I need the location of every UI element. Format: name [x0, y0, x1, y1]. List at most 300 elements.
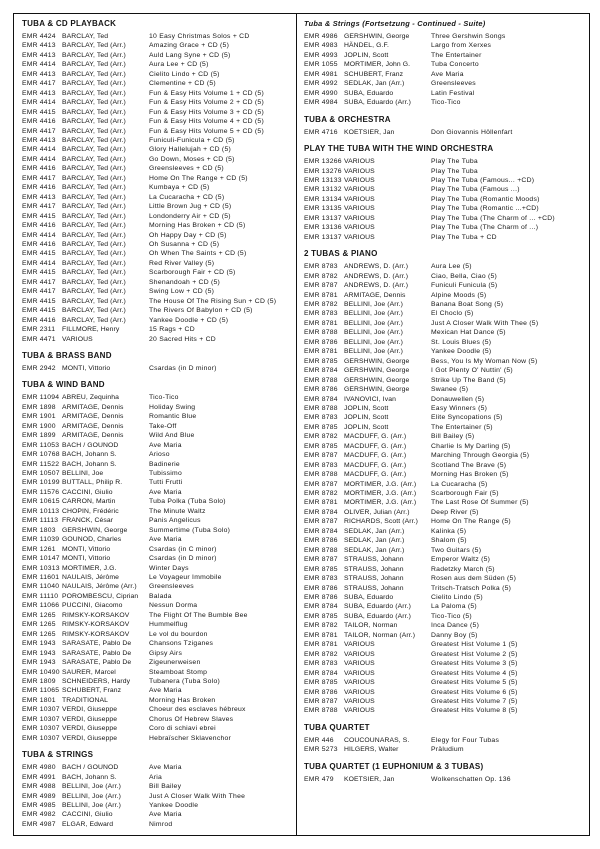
emr-number: EMR 11040: [22, 583, 60, 591]
piece-title: Greatest Hits Volume 4 (5): [431, 669, 518, 677]
piece-title: Ciao, Bella, Ciao (5): [431, 272, 498, 280]
piece-title: Greatest Hist Volume 2 (5): [431, 650, 518, 658]
composer-name: JOPLIN, Scott: [344, 414, 389, 422]
catalog-row: [304, 319, 587, 328]
piece-title: Play The Tuba + CD: [431, 233, 497, 241]
piece-title: Tubanera (Tuba Solo): [149, 678, 220, 685]
piece-title: Shalom (5): [431, 537, 467, 545]
catalog-section: [304, 115, 587, 137]
piece-title: The Entertainer: [431, 51, 482, 59]
composer-name: BARCLAY, Ted (Arr.): [62, 136, 126, 144]
piece-title: Bill Bailey: [149, 783, 182, 791]
composer-name: GERSHWIN, George: [344, 376, 410, 384]
composer-name: BARCLAY, Ted (Arr.): [62, 42, 126, 50]
section-header: TUBA & BRASS BAND: [22, 350, 112, 360]
piece-title: Tutti Frutti: [149, 479, 183, 487]
emr-number: EMR 10307: [22, 725, 60, 733]
emr-number: EMR 8782: [304, 433, 338, 441]
composer-name: ARMITAGE, Dennis: [62, 403, 124, 411]
section-header: TUBA & ORCHESTRA: [304, 114, 391, 124]
catalog-row: [304, 79, 587, 88]
catalog-row: [22, 403, 294, 412]
emr-number: EMR 4993: [304, 51, 338, 59]
emr-number: EMR 4417: [22, 80, 56, 88]
composer-name: BARCLAY, Ted (Arr.): [62, 231, 126, 239]
piece-title: Glory Hallelujah + CD (5): [149, 146, 231, 154]
composer-name: ELGAR, Edward: [62, 820, 114, 828]
composer-name: BELLINI, Joe (Arr.): [344, 300, 403, 308]
piece-title: Hummelflug: [149, 621, 188, 629]
piece-title: Fun & Easy Hits Volume 4 + CD (5): [149, 118, 264, 126]
piece-title: El Choclo (5): [431, 310, 474, 318]
emr-number: EMR 10199: [22, 479, 60, 487]
emr-number: EMR 1943: [22, 659, 56, 667]
composer-name: ANDREWS, D. (Arr.): [344, 263, 409, 271]
composer-name: IVANOVICI, Ivan: [344, 395, 396, 403]
catalog-section: [22, 380, 294, 743]
emr-number: EMR 4716: [304, 128, 338, 136]
emr-number: EMR 1803: [22, 526, 56, 534]
composer-name: ANDREWS, D. (Arr.): [344, 272, 409, 280]
composer-name: ARMITAGE, Dennis: [62, 432, 124, 440]
composer-name: MACDUFF, G. (Arr.): [344, 433, 407, 441]
piece-title: Greatest Hits Volume 7 (5): [431, 698, 518, 705]
composer-name: KOETSIER, Jan: [344, 128, 395, 136]
emr-number: EMR 4981: [304, 70, 338, 78]
composer-name: FRANCK, César: [62, 517, 114, 525]
composer-name: MORTIMER, J.G. (Arr.): [344, 490, 417, 498]
emr-number: EMR 4984: [304, 99, 338, 107]
composer-name: SARASATE, Pablo De: [62, 659, 132, 667]
piece-title: Banana Boat Song (5): [431, 300, 504, 308]
catalog-row: [304, 60, 587, 69]
piece-title: Greatest Hits Volume 8 (5): [431, 707, 518, 715]
catalog-row: [22, 193, 294, 202]
emr-number: EMR 8786: [304, 584, 338, 592]
piece-title: Emperor Waltz (5): [431, 556, 491, 564]
composer-name: JOPLIN, Scott: [344, 423, 389, 431]
emr-number: EMR 4413: [22, 193, 56, 201]
emr-number: EMR 10307: [22, 734, 60, 742]
composer-name: ARMITAGE, Dennis: [62, 413, 124, 421]
catalog-row: [22, 724, 294, 733]
composer-name: GERSHWIN, George: [344, 386, 410, 394]
piece-title: Greatest Hist Volume 1 (5): [431, 641, 518, 649]
emr-number: EMR 4415: [22, 307, 56, 315]
piece-title: Le vol du bourdon: [149, 630, 208, 638]
catalog-row: [304, 413, 587, 422]
catalog-row: [22, 117, 294, 126]
composer-name: SCHUBERT, Franz: [62, 687, 122, 695]
emr-number: EMR 8785: [304, 612, 338, 620]
catalog-row: [304, 328, 587, 337]
piece-title: Morning Has Broken + CD (5): [149, 222, 246, 230]
composer-name: VARIOUS: [344, 679, 375, 687]
emr-number: EMR 8786: [304, 338, 338, 346]
piece-title: Shenandoah + CD (5): [149, 278, 221, 286]
composer-name: SUBA, Eduardo: [344, 594, 394, 602]
piece-title: Aria: [149, 773, 163, 781]
composer-name: MONTI, Vittorio: [62, 364, 111, 372]
composer-name: NAULAIS, Jérôme: [62, 574, 120, 582]
piece-title: Yankee Doodle: [149, 801, 199, 809]
composer-name: SARASATE, Pablo De: [62, 649, 132, 657]
catalog-row: [304, 706, 587, 715]
piece-title: Panis Angelicus: [149, 517, 201, 525]
piece-title: 15 Rags + CD: [149, 326, 195, 334]
piece-title: Badinerie: [149, 460, 180, 468]
piece-title: La Paloma (5): [431, 603, 477, 611]
catalog-row: [304, 167, 587, 176]
catalog-row: [22, 306, 294, 315]
catalog-row: [304, 89, 587, 98]
emr-number: EMR 10768: [22, 451, 60, 459]
composer-name: ARMITAGE, Dennis: [62, 422, 124, 430]
composer-name: GOUNOD, Charles: [62, 536, 122, 544]
catalog-section: [304, 723, 587, 755]
piece-title: Cielito Lindo + CD (5): [149, 70, 220, 78]
emr-number: EMR 8788: [304, 376, 338, 384]
catalog-row: [304, 376, 587, 385]
catalog-row: [22, 639, 294, 648]
piece-title: Csardas (in D minor): [149, 364, 217, 372]
emr-number: EMR 8782: [304, 490, 338, 498]
piece-title: Marching Through Georgia (5): [431, 452, 530, 460]
emr-number: EMR 1265: [22, 611, 56, 619]
emr-number: EMR 1900: [22, 422, 56, 430]
emr-number: EMR 11065: [22, 687, 60, 695]
catalog-row: [304, 517, 587, 526]
piece-title: Radetzky March (5): [431, 565, 495, 573]
composer-name: BARCLAY, Ted (Arr.): [62, 297, 126, 305]
emr-number: EMR 8784: [304, 395, 338, 403]
catalog-row: [304, 546, 587, 555]
catalog-row: [22, 620, 294, 629]
composer-name: VARIOUS: [62, 335, 93, 343]
composer-name: SARASATE, Pablo De: [62, 640, 132, 648]
piece-title: Londonderry Air + CD (5): [149, 212, 231, 220]
piece-title: Rosen aus dem Süden (5): [431, 575, 517, 583]
emr-number: EMR 10307: [22, 706, 60, 714]
catalog-row: [22, 630, 294, 639]
catalog-row: [22, 677, 294, 686]
section-header: 2 TUBAS & PIANO: [304, 249, 378, 259]
emr-number: EMR 8784: [304, 367, 338, 375]
emr-number: EMR 13276: [304, 167, 342, 175]
composer-name: ABREU, Zequinha: [62, 394, 120, 402]
composer-name: BARCLAY, Ted (Arr.): [62, 307, 126, 315]
piece-title: Swanee (5): [431, 386, 469, 394]
composer-name: VARIOUS: [344, 688, 375, 696]
piece-title: Ave Maria: [149, 687, 182, 695]
composer-name: BELLINI, Joe (Arr.): [344, 319, 403, 327]
composer-name: OLIVER, Julian (Arr.): [344, 508, 410, 516]
piece-title: The Rivers Of Babylon + CD (5): [149, 307, 253, 315]
piece-title: Play The Tuba: [431, 167, 478, 175]
catalog-section: [22, 750, 294, 829]
emr-number: EMR 4983: [304, 42, 338, 50]
composer-name: KOETSIER, Jan: [344, 775, 395, 783]
emr-number: EMR 8787: [304, 480, 338, 488]
piece-title: The Entertainer (5): [431, 423, 493, 431]
piece-title: Play The Tuba (The Charm of ... +CD): [431, 214, 555, 222]
emr-number: EMR 11094: [22, 394, 60, 402]
piece-title: The Flight Of The Bumble Bee: [149, 611, 248, 619]
catalog-row: [304, 602, 587, 611]
composer-name: VARIOUS: [344, 660, 375, 668]
catalog-row: [22, 715, 294, 724]
composer-name: VARIOUS: [344, 641, 375, 649]
emr-number: EMR 8787: [304, 452, 338, 460]
piece-title: Oh Susanna + CD (5): [149, 240, 220, 248]
catalog-row: [304, 659, 587, 668]
composer-name: HÄNDEL, G.F.: [344, 42, 390, 50]
emr-number: EMR 8782: [304, 300, 338, 308]
piece-title: Wolkenschatten Op. 136: [431, 775, 511, 783]
catalog-row: [22, 801, 294, 810]
catalog-row: [304, 442, 587, 451]
piece-title: Ave Maria: [149, 536, 182, 544]
piece-title: Morning Has Broken (5): [431, 471, 509, 479]
emr-number: EMR 4413: [22, 42, 56, 50]
piece-title: Kumbaya + CD (5): [149, 184, 210, 192]
piece-title: Fun & Easy Hits Volume 2 + CD (5): [149, 99, 264, 107]
piece-title: Nimrod: [149, 820, 173, 828]
piece-title: Little Brown Jug + CD (5): [149, 203, 232, 211]
composer-name: MORTIMER, J.G.: [62, 564, 117, 572]
piece-title: Oh When The Saints + CD (5): [149, 250, 247, 258]
composer-name: VERDI, Giuseppe: [62, 715, 118, 723]
piece-title: Hebraïscher Sklavenchor: [149, 734, 232, 742]
composer-name: BARCLAY, Ted (Arr.): [62, 99, 126, 107]
catalog-row: [304, 262, 587, 271]
piece-title: Aura Lee (5): [431, 263, 472, 271]
piece-title: Play The Tuba: [431, 158, 478, 166]
catalog-row: [304, 309, 587, 318]
piece-title: Latin Festival: [431, 89, 475, 97]
piece-title: Bess, You Is My Woman Now (5): [431, 357, 538, 365]
emr-number: EMR 4414: [22, 99, 56, 107]
composer-name: JOPLIN, Scott: [344, 404, 389, 412]
piece-title: 20 Sacred Hits + CD: [149, 335, 216, 343]
catalog-row: [22, 601, 294, 610]
piece-title: Charlie Is My Darling (5): [431, 442, 511, 450]
catalog-row: [22, 212, 294, 221]
catalog-row: [304, 347, 587, 356]
catalog-row: [304, 565, 587, 574]
piece-title: Fun & Easy Hits Volume 5 + CD (5): [149, 127, 264, 135]
piece-title: Swing Low + CD (5): [149, 288, 215, 296]
section-header: TUBA & WIND BAND: [22, 380, 105, 390]
piece-title: Play The Tuba (Famous... +CD): [431, 176, 535, 184]
emr-number: EMR 8783: [304, 575, 338, 583]
piece-title: Fun & Easy Hits Volume 1 + CD (5): [149, 89, 264, 97]
catalog-row: [304, 451, 587, 460]
section-header: TUBA QUARTET: [304, 722, 370, 732]
piece-title: Präludium: [431, 746, 464, 754]
piece-title: Fun & Easy Hits Volume 3 + CD (5): [149, 108, 264, 116]
composer-name: MACDUFF, G. (Arr.): [344, 442, 407, 450]
composer-name: BELLINI, Joe (Arr.): [344, 338, 403, 346]
catalog-row: [22, 441, 294, 450]
catalog-row: [304, 395, 587, 404]
emr-number: EMR 4991: [22, 773, 56, 781]
catalog-row: [22, 70, 294, 79]
catalog-row: [22, 240, 294, 249]
catalog-row: [22, 526, 294, 535]
catalog-section: [304, 249, 587, 716]
catalog-row: [22, 79, 294, 88]
piece-title: Don Giovannis Höllenfart: [431, 128, 513, 136]
piece-title: Csardas (in D minor): [149, 555, 217, 563]
catalog-row: [22, 412, 294, 421]
piece-title: Wild And Blue: [149, 432, 195, 440]
composer-name: MONTI, Vittorio: [62, 555, 111, 563]
catalog-row: [304, 527, 587, 536]
piece-title: Amazing Grace + CD (5): [149, 42, 230, 50]
emr-number: EMR 4417: [22, 278, 56, 286]
emr-number: EMR 4980: [22, 764, 56, 772]
catalog-row: [22, 127, 294, 136]
emr-number: EMR 10313: [22, 564, 60, 572]
composer-name: BARCLAY, Ted (Arr.): [62, 51, 126, 59]
emr-number: EMR 4415: [22, 108, 56, 116]
catalog-row: [304, 574, 587, 583]
catalog-row: [22, 773, 294, 782]
catalog-row: [22, 545, 294, 554]
piece-title: Tuba Polka (Tuba Solo): [149, 498, 226, 506]
piece-title: Holiday Swing: [149, 403, 196, 411]
emr-number: EMR 2942: [22, 364, 56, 372]
emr-number: EMR 8787: [304, 282, 338, 290]
catalog-row: [304, 678, 587, 687]
emr-number: EMR 11522: [22, 460, 60, 468]
piece-title: Greatest Hits Volume 3 (5): [431, 660, 518, 668]
emr-number: EMR 446: [304, 736, 334, 744]
catalog-row: [22, 507, 294, 516]
composer-name: VARIOUS: [344, 195, 375, 203]
piece-title: Two Guitars (5): [431, 546, 482, 554]
piece-title: Red River Valley (5): [149, 259, 215, 267]
composer-name: POROMBESCU, Ciprian: [62, 592, 139, 600]
composer-name: SEDLAK, Jan (Arr.): [344, 527, 405, 535]
composer-name: VERDI, Giuseppe: [62, 706, 118, 714]
piece-title: Morning Has Broken: [149, 696, 216, 704]
piece-title: Zigeunerweisen: [149, 659, 201, 667]
composer-name: COUCOUNARAS, S.: [344, 736, 410, 744]
composer-name: TRADITIONAL: [62, 696, 109, 704]
emr-number: EMR 8782: [304, 622, 338, 630]
emr-number: EMR 8781: [304, 291, 338, 299]
emr-number: EMR 8781: [304, 631, 338, 639]
catalog-section: [22, 19, 294, 344]
composer-name: TAILOR, Norman (Arr.): [344, 631, 416, 639]
piece-title: Greatest Hits Volume 5 (5): [431, 679, 518, 687]
piece-title: Cielito Lindo (5): [431, 594, 483, 602]
catalog-row: [22, 155, 294, 164]
catalog-row: [304, 385, 587, 394]
composer-name: BARCLAY, Ted (Arr.): [62, 212, 126, 220]
composer-name: PUCCINI, Giacomo: [62, 602, 123, 610]
emr-number: EMR 1898: [22, 403, 56, 411]
piece-title: Coro di schiavi ebrei: [149, 725, 216, 733]
emr-number: EMR 4471: [22, 335, 56, 343]
emr-number: EMR 8785: [304, 442, 338, 450]
catalog-row: [22, 573, 294, 582]
emr-number: EMR 1943: [22, 649, 56, 657]
piece-title: Mexican Hat Dance (5): [431, 329, 506, 337]
emr-number: EMR 4416: [22, 118, 56, 126]
emr-number: EMR 4987: [22, 820, 56, 828]
emr-number: EMR 13136: [304, 224, 342, 232]
composer-name: BARCLAY, Ted (Arr.): [62, 165, 126, 173]
piece-title: Three Gershwin Songs: [431, 33, 506, 40]
catalog-row: [22, 535, 294, 544]
composer-name: VARIOUS: [344, 167, 375, 175]
piece-title: Play The Tuba (Romantic Moods): [431, 195, 540, 203]
catalog-row: [22, 108, 294, 117]
catalog-row: [22, 478, 294, 487]
piece-title: Scarborough Fair + CD (5): [149, 269, 236, 277]
composer-name: VERDI, Giuseppe: [62, 725, 118, 733]
catalog-row: [22, 297, 294, 306]
composer-name: SUBA, Eduardo (Arr.): [344, 99, 411, 107]
catalog-row: [304, 195, 587, 204]
emr-number: EMR 8784: [304, 527, 338, 535]
composer-name: VARIOUS: [344, 224, 375, 232]
piece-title: Home On The Range + CD (5): [149, 174, 248, 182]
piece-title: The Last Rose Of Summer (5): [431, 499, 529, 507]
catalog-row: [304, 508, 587, 517]
piece-title: Nessun Dorma: [149, 602, 198, 610]
piece-title: Ave Maria: [149, 764, 182, 772]
piece-title: Choeur des esclaves hébreux: [149, 706, 246, 714]
catalog-row: [22, 668, 294, 677]
piece-title: Play The Tuba (Romantic ...+CD): [431, 205, 539, 213]
emr-number: EMR 1265: [22, 630, 56, 638]
right-column: [297, 14, 589, 835]
composer-name: BARCLAY, Ted (Arr.): [62, 193, 126, 201]
composer-name: ANDREWS, D. (Arr.): [344, 282, 409, 290]
emr-number: EMR 4414: [22, 231, 56, 239]
catalog-row: [22, 164, 294, 173]
piece-title: Arioso: [149, 451, 170, 459]
emr-number: EMR 13134: [304, 195, 342, 203]
emr-number: EMR 11066: [22, 602, 60, 610]
composer-name: BARCLAY, Ted: [62, 33, 109, 40]
catalog-row: [304, 204, 587, 213]
emr-number: EMR 4417: [22, 174, 56, 182]
composer-name: BARCLAY, Ted (Arr.): [62, 127, 126, 135]
piece-title: Go Down, Moses + CD (5): [149, 155, 235, 163]
catalog-row: [304, 669, 587, 678]
catalog-row: [22, 516, 294, 525]
composer-name: VERDI, Giuseppe: [62, 734, 118, 742]
piece-title: Largo from Xerxes: [431, 42, 492, 50]
composer-name: BARCLAY, Ted (Arr.): [62, 184, 126, 192]
emr-number: EMR 13132: [304, 186, 342, 194]
emr-number: EMR 2311: [22, 326, 56, 334]
emr-number: EMR 10490: [22, 668, 60, 676]
catalog-row: [304, 489, 587, 498]
emr-number: EMR 4413: [22, 89, 56, 97]
composer-name: SUBA, Eduardo (Arr.): [344, 612, 411, 620]
catalog-row: [22, 98, 294, 107]
catalog-row: [304, 281, 587, 290]
composer-name: BARCLAY, Ted (Arr.): [62, 80, 126, 88]
piece-title: Tico-Tico: [149, 394, 179, 402]
piece-title: Elegy for Four Tubas: [431, 736, 500, 744]
